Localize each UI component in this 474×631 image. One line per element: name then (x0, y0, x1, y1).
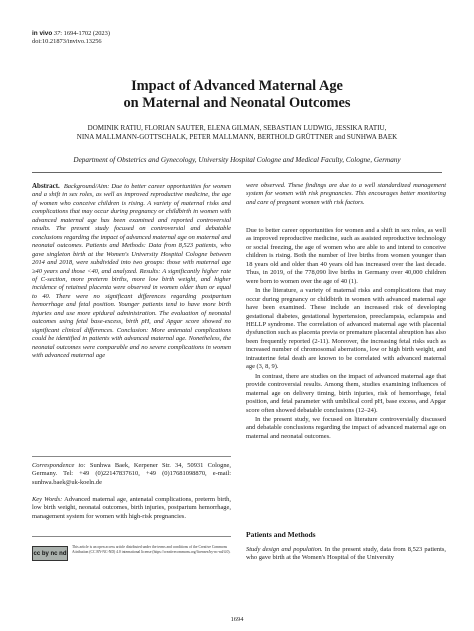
methods (246, 546, 446, 563)
methods-subheading: Study design and population. (246, 546, 323, 553)
body-paragraph-3: In contrast, there are studies on the impact of advanced maternal age that provide controversial results. Among them, studies examining influences of maternal age on delivery timing, birth injuries, risk of hemorrhage, fetal position, and fetal parameter with umbilical cord pH, base excess, and Apgar score often showed debatable conclusions (12–24). (246, 372, 446, 414)
keywords-text: Advanced maternal age, antenatal complications, preterm birth, low birth weight, neonatal outcomes, birth injuries, postpartum hemorrhage, management system for women with high-risk pregnancies. (32, 496, 231, 520)
abstract-label: Abstract. (32, 182, 60, 190)
authors-line-2: NINA MALLMANN-GOTTSCHALK, PETER MALLMANN, BERTHOLD GRÜTTNER and SUNHWA BAEK (76, 133, 398, 142)
page-number: 1694 (230, 616, 244, 623)
introduction (246, 227, 446, 441)
paper-title (32, 78, 442, 112)
license-text: This article is an open access article distributed under the terms and conditions of the Creative Commons Attribution (CC BY-NC-ND) 4.0 international license (https://creativecommons.org/licenses/by-nc-nd/4.0). (72, 545, 231, 554)
author-list (32, 124, 442, 143)
section-heading: Patients and Methods (246, 530, 316, 539)
correspondence-text: Sunhwa Baek, Kerpener Str. 34, 50931 Cologne, Germany. Tel: +49 (0)22147837610, +49 (0)17681098870, e-mail: sunhwa.baek@uk-koeln.de (32, 462, 231, 486)
body-paragraph-4: In the present study, we focused on literature controversially discussed and debatable conclusions regarding the impact of advanced maternal age on maternal and neonatal outcomes. (246, 415, 446, 440)
authors-line-1: DOMINIK RATIU, FLORIAN SAUTER, ELENA GILMAN, SEBASTIAN LUDWIG, JESSIKA RATIU, (87, 124, 387, 132)
header-divider (32, 172, 442, 173)
title-line-2: on Maternal and Neonatal Outcomes (123, 95, 351, 111)
body-paragraph-2: In the literature, a variety of maternal risks and complications that may occur during pregnancy or childbirth in women with advanced maternal age have been examined. These include an increased risk of developing gestational diabetes, gestational hypertension, preeclampsia, eclampsia and HELLP syndrome. The correlation of advanced maternal age with placental dysfunction such as placenta previa or premature placental abruption has also been frequently reported (2-11). Moreover, the increasing fetal risks such as increased number of chromosomal aberrations, low or high birth weight, and intrauterine fetal death are known to be correlated with advanced maternal age (3, 8, 9). (246, 287, 446, 371)
correspondence (32, 462, 231, 487)
journal-name: in vivo (32, 30, 53, 37)
abstract-text: Background/Aim: Due to better career opportunities for women and a shift in sex roles, as well as improved reproductive medicine, the age of women who conceive children is rising. A variety of maternal risks and complications that may occur during pregnancy or childbirth in women with advanced maternal age has been examined and reported controversial results. The present study focused on controversial and debatable conclusions regarding the impact of advanced maternal age on maternal and neonatal outcomes. Patients and Methods: Data from 8,523 patients, who gave singleton birth at the Women's University Hospital Cologne between 2014 and 2018, were subdivided into two groups: those with maternal age ≥40 years and those <40, and analyzed. Results: A significantly higher rate of C-section, more preterm births, more low birth weight, and higher incidence of retained placenta were observed in women older than or equal to 40. There were no significant differences regarding postpartum hemorrhage and fetal position. Younger patients tend to have more birth injuries and use more epidural administration. The evaluation of neonatal outcomes using fetal base-excess, birth pH, and Apgar score showed no significant clinical differences. Conclusion: More antenatal complications could be identified in patients with advanced maternal age. Nonetheless, the neonatal outcomes were comparable and no severe complications in women with advanced maternal age (32, 183, 232, 360)
affiliation: Department of Obstetrics and Gynecology, University Hospital Cologne and Medical Faculty, Cologne, Germany (73, 156, 401, 164)
body-paragraph-5: In the present study, data from 8,523 patients, who gave birth at the Women's Hospital of the University (246, 546, 447, 562)
footnote-divider (32, 456, 231, 457)
cc-badge-text: cc by nc nd (33, 550, 67, 557)
body-paragraph-1: Due to better career opportunities for women and a shift in sex roles, as well as improved reproductive medicine, such as assisted reproductive technology or social freezing, the age of women who are able to and intend to conceive children is rising. Both the number of live births from women younger than 18 years old and older than 40 years old has increased over the last decade. Thus, in 2019, of the 778,090 live births in Germany over 40,000 children were born to women over the age of 40 (1). (246, 227, 446, 285)
abstract-continuation-text: were observed. These findings are due to a well standardized management system for women with risk pregnancies. This encourages better monitoring and care of pregnant women with risk factors. (246, 182, 446, 206)
journal-volume: 37 (53, 30, 61, 37)
keywords (32, 496, 231, 521)
title-line-1: Impact of Advanced Maternal Age (131, 78, 343, 94)
abstract-continuation (246, 182, 446, 207)
correspondence-label: Correspondence to: (32, 462, 86, 469)
abstract (32, 182, 231, 361)
doi: doi:10.21873/invivo.13256 (32, 38, 102, 45)
keywords-label: Key Words: (32, 496, 63, 503)
creative-commons-badge-icon (32, 546, 68, 561)
journal-pages: : 1694-1702 (2023) (60, 30, 110, 37)
journal-header (32, 30, 110, 46)
license-divider (32, 536, 231, 537)
